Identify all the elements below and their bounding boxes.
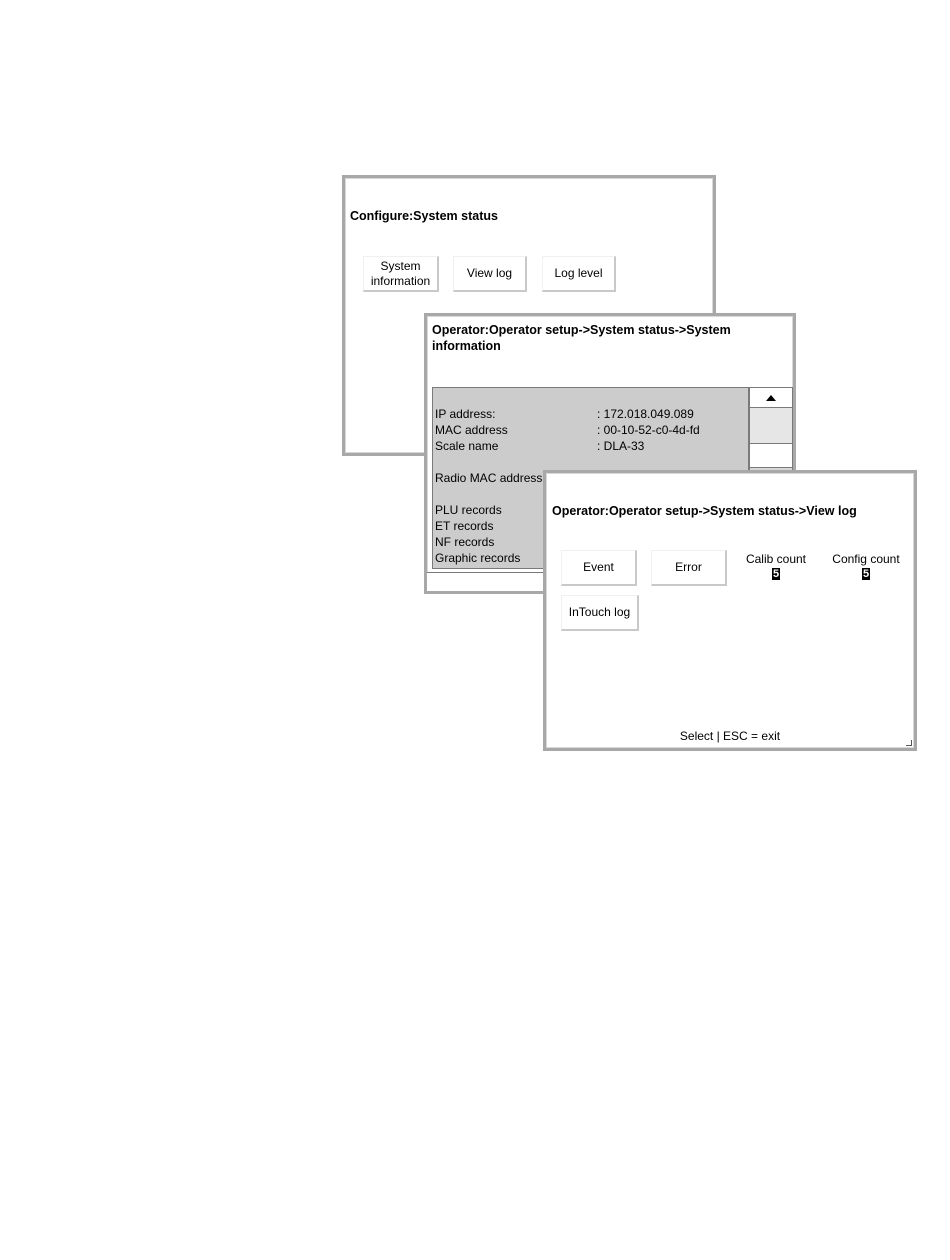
scroll-thumb[interactable]	[750, 408, 792, 444]
row-label: Graphic records	[435, 551, 521, 565]
config-count-value: 5	[862, 568, 870, 580]
row-label: PLU records	[435, 503, 502, 517]
screen-title-line2: information	[432, 339, 501, 353]
row-label: Radio MAC address	[435, 471, 543, 485]
resize-grip-icon	[906, 740, 912, 746]
calib-count-label: Calib count	[745, 552, 807, 566]
system-information-button[interactable]: System information	[363, 256, 439, 292]
error-button[interactable]: Error	[651, 550, 727, 586]
row-label: IP address:	[435, 407, 496, 421]
row-value: : 172.018.049.089	[597, 407, 694, 421]
screen-title: Operator:Operator setup->System status->View log	[552, 504, 857, 518]
row-value: : 00-10-52-c0-4d-fd	[597, 423, 700, 437]
view-log-screen	[543, 470, 917, 751]
arrow-up-icon	[766, 395, 776, 401]
event-button[interactable]: Event	[561, 550, 637, 586]
screen-title-line1: Operator:Operator setup->System status->System	[432, 323, 731, 337]
config-count-label: Config count	[832, 552, 900, 566]
row-value: : DLA-33	[597, 439, 645, 453]
view-log-button[interactable]: View log	[453, 256, 527, 292]
row-label: MAC address	[435, 423, 508, 437]
footer-hint: Select | ESC = exit	[679, 729, 781, 743]
calib-count-value: 5	[772, 568, 780, 580]
scroll-track-segment[interactable]	[750, 444, 792, 468]
row-label: Scale name	[435, 439, 499, 453]
row-label: NF records	[435, 535, 495, 549]
log-level-button[interactable]: Log level	[542, 256, 616, 292]
scroll-up-button[interactable]	[750, 388, 792, 408]
row-label: ET records	[435, 519, 494, 533]
intouch-log-button[interactable]: InTouch log	[561, 595, 639, 631]
screen-title: Configure:System status	[350, 209, 498, 223]
